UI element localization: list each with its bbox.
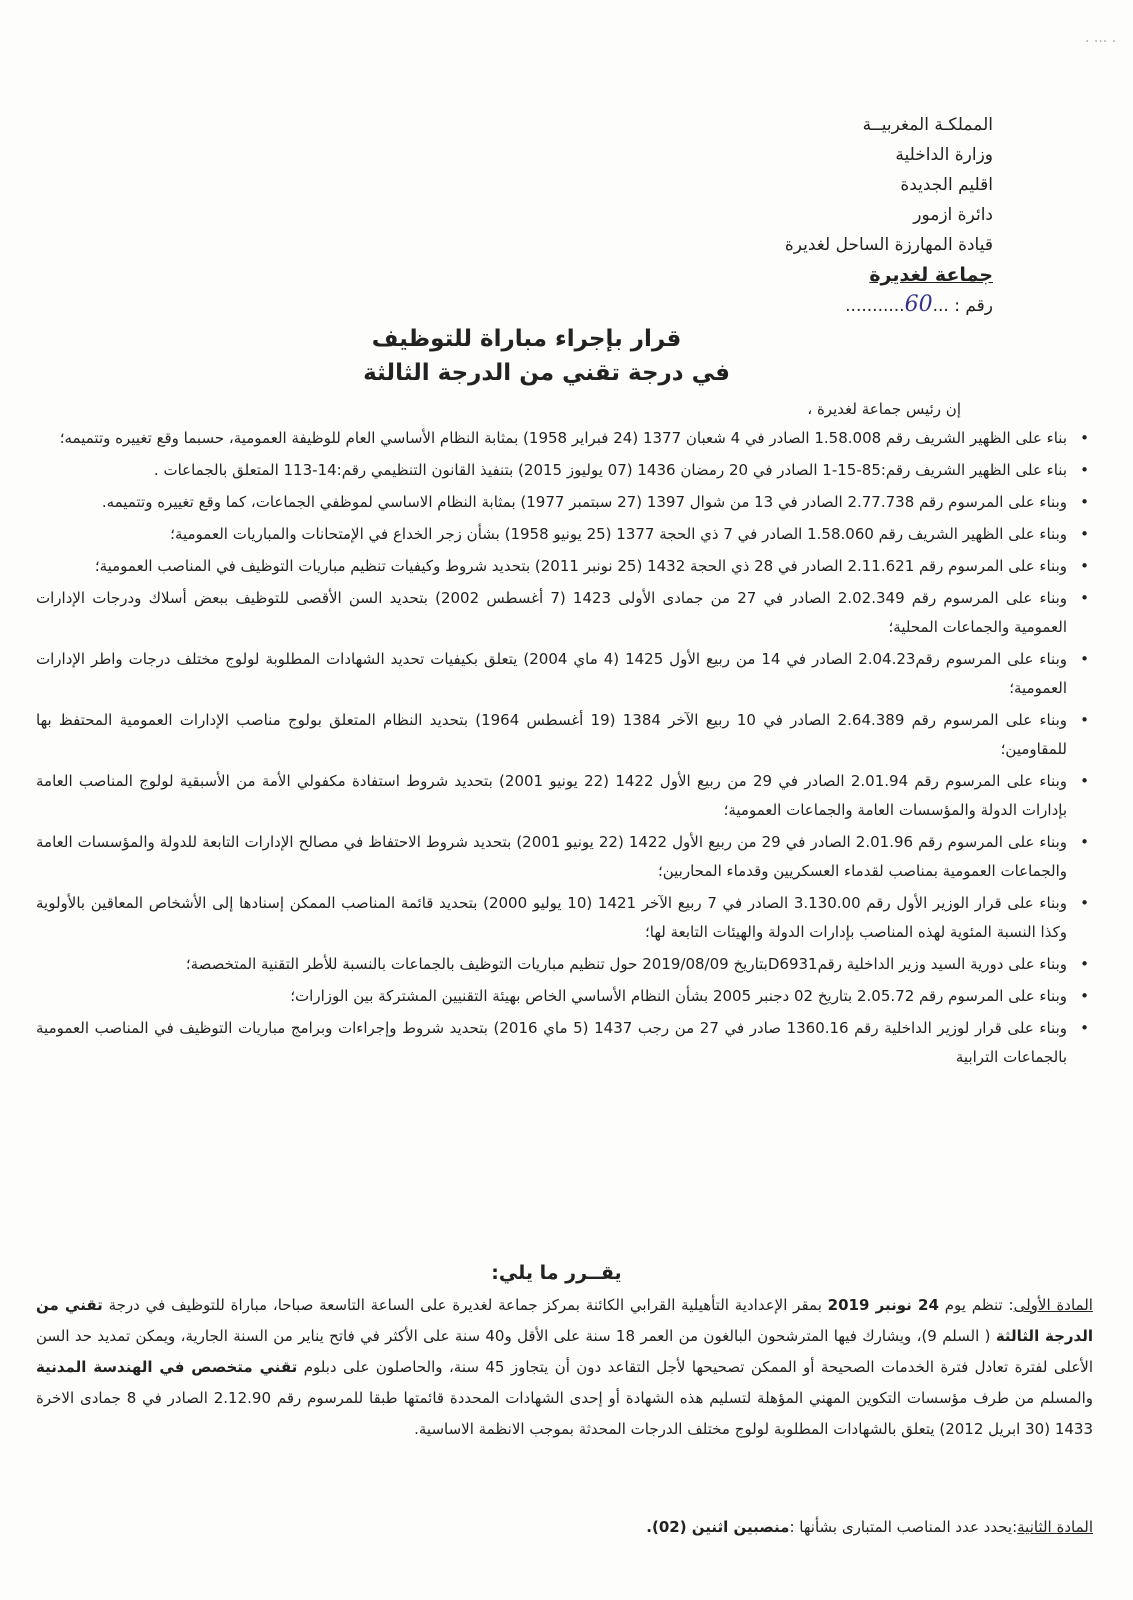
- article-1-text-1: : تنظم يوم: [944, 1296, 1014, 1314]
- legal-clause: • وبناء على المرسوم رقم2.04.23 الصادر في 14 من ربيع الأول 1425 (4 ماي 2004) يتعلق بكيفيات تحديد الشهادات المطلوبة لولوج مختلف درجات واطر الإدارات العمومية؛: [36, 645, 1093, 703]
- legal-clause: • وبناء على قرار لوزير الداخلية رقم 1360.16 صادر في 27 من رجب 1437 (5 ماي 2016) بتحديد شروط وإجراءات وبرامج مباريات التوظيف في المناصب العمومية بالجماعات الترابية: [36, 1014, 1093, 1072]
- reference-number: [785, 290, 993, 321]
- article-1-text-4: والمسلم من طرف مؤسسات التكوين المهني المؤهلة لتسليم هذه الشهادة أو إحدى الشهادات المحددة قائمتها طبقا للمرسوم رقم 2.12.90 الصادر في 8 جمادى الاخرة 1433 (30 ابريل 2012) يتعلق بالشهادات المطلوبة لولوج مختلف الدرجات المحدثة بموجب الانظمة الاساسية.: [36, 1389, 1094, 1438]
- legal-clause: • وبناء على دورية السيد وزير الداخلية رقمD6931بتاريخ 2019/08/09 حول تنظيم مباريات التوظيف بالجماعات بالنسبة للأطر التقنية المتخصصة؛: [36, 950, 1093, 979]
- legal-clause: • بناء على الظهير الشريف رقم 1.58.008 الصادر في 4 شعبان 1377 (24 فبراير 1958) بمثابة النظام الأساسي العام للوظيفة العمومية، حسبما وقع تغييره وتتميمه؛: [36, 424, 1093, 453]
- article-1-text-2: بمقر الإعدادية التأهيلية القرابي الكائنة بمركز جماعة لغديرة على الساعة التاسعة صباحا، مباراة للتوظيف في درجة: [108, 1296, 822, 1314]
- grade-name: تقني من الدرجة الثالثة: [36, 1296, 1093, 1345]
- caidat-line: قيادة المهارزة الساحل لغديرة: [784, 235, 993, 255]
- legal-clause: • وبناء على المرسوم رقم 2.02.349 الصادر في 27 من جمادى الأولى 1423 (7 أغسطس 2002) بتحديد السن الأقصى للتوظيف ببعض أسلاك ودرجات الإدارات العمومية والجماعات المحلية؛: [36, 584, 1093, 642]
- letterhead: [785, 110, 993, 321]
- legal-clause: • وبناء على قرار الوزير الأول رقم 3.130.00 الصادر في 7 ربيع الآخر 1421 (10 يوليو 2000) بتحديد قائمة المناصب الممكن إسنادها إلى الأشخاص المعاقين بالأولوية وكذا النسبة المئوية لهذه المناصب بإدارات الدولة والهيئات التابعة لها؛: [36, 889, 1093, 947]
- competition-date: 24 نونبر 2019: [827, 1296, 939, 1314]
- decision-title: [0, 322, 1133, 390]
- intro-line: إن رئيس جماعة لغديرة ،: [807, 400, 961, 418]
- legal-clause: • وبناء على المرسوم رقم 2.01.94 الصادر في 29 من ربيع الأول 1422 (22 يونيو 2001) بتحديد شروط استفادة مكفولي الأمة من الأسبقية لولوج المناصب العامة بإدارات الدولة والمؤسسات العامة والجماعات العمومية؛: [36, 767, 1093, 825]
- number-dots: ...........: [845, 296, 905, 316]
- handwritten-number: 60: [904, 292, 933, 317]
- article-1-label: المادة الأولى: [1013, 1296, 1093, 1314]
- legal-basis-list: [36, 424, 1093, 1075]
- posts-count: منصبين اثنين (02).: [646, 1518, 790, 1536]
- article-2-text: :يحدد عدد المناصب المتبارى بشأنها :: [789, 1518, 1018, 1536]
- ministry-line: وزارة الداخلية: [895, 145, 993, 165]
- scan-artifact: · ··· ·: [1085, 34, 1117, 50]
- decides-heading: يقــرر ما يلي:: [491, 1262, 622, 1284]
- commune-line: جماعة لغديرة: [869, 264, 993, 286]
- article-2: [36, 1512, 1093, 1543]
- legal-clause: • وبناء على المرسوم رقم 2.77.738 الصادر في 13 من شوال 1397 (27 سبتمبر 1977) بمثابة النظام الاساسي لموظفي الجماعات، كما وقع تغييره وتتميمه.: [36, 488, 1093, 517]
- title-line-2: في درجة تقني من الدرجة الثالثة: [363, 360, 730, 386]
- article-1: [36, 1290, 1093, 1445]
- number-label: رقم : ...: [932, 296, 993, 316]
- legal-clause: • بناء على الظهير الشريف رقم:85-15-1 الصادر في 20 رمضان 1436 (07 يوليوز 2015) بتنفيذ القانون التنظيمي رقم:14-113 المتعلق بالجماعات .: [36, 456, 1093, 485]
- legal-clause: • وبناء على المرسوم رقم 2.64.389 الصادر في 10 ربيع الآخر 1384 (19 أغسطس 1964) بتحديد النظام المتعلق بولوج مناصب الإدارات العمومية المحتفظ بها للمقاومين؛: [36, 706, 1093, 764]
- title-line-1: قرار بإجراء مباراة للتوظيف: [371, 326, 682, 352]
- legal-clause: • وبناء على المرسوم رقم 2.01.96 الصادر في 29 من ربيع الأول 1422 (22 يونيو 2001) بتحديد شروط الاحتفاظ في مصالح الإدارات التابعة للدولة والمؤسسات العامة والجماعات العمومية بمناصب لقدماء العسكريين وقدماء المحاربين؛: [36, 828, 1093, 886]
- legal-clause: • وبناء على الظهير الشريف رقم 1.58.060 الصادر في 7 ذي الحجة 1377 (25 يونيو 1958) بشأن زجر الخداع في الإمتحانات والمباريات العمومية؛: [36, 520, 1093, 549]
- province-line: اقليم الجديدة: [900, 175, 993, 195]
- legal-clause: • وبناء على المرسوم رقم 2.11.621 الصادر في 28 ذي الحجة 1432 (25 نونبر 2011) بتحديد شروط وكيفيات تنظيم مباريات التوظيف في المناصب العمومية؛: [36, 552, 1093, 581]
- article-1-text-3: ( السلم 9)، ويشارك فيها المترشحون البالغون من العمر 18 سنة على الأقل و40 سنة على الأكثر في فاتح يناير من السنة الجارية، ويمكن تمديد حد السن الأعلى لفترة تعادل فترة الخدمات الصحيحة أو الممكن تصحيحها لأجل التقاعد دون أن يتجاوز 45 سنة، والحاصلون على دبلوم: [36, 1327, 1093, 1376]
- kingdom-line: المملكـة المغربيــة: [862, 115, 993, 135]
- legal-clause: • وبناء على المرسوم رقم 2.05.72 بتاريخ 02 دجنبر 2005 بشأن النظام الأساسي الخاص بهيئة التقنيين المشتركة بين الوزارات؛: [36, 982, 1093, 1011]
- district-line: دائرة ازمور: [913, 205, 993, 225]
- article-2-label: المادة الثانية: [1017, 1518, 1093, 1536]
- specialty-name: تقني متخصص في الهندسة المدنية: [36, 1358, 298, 1376]
